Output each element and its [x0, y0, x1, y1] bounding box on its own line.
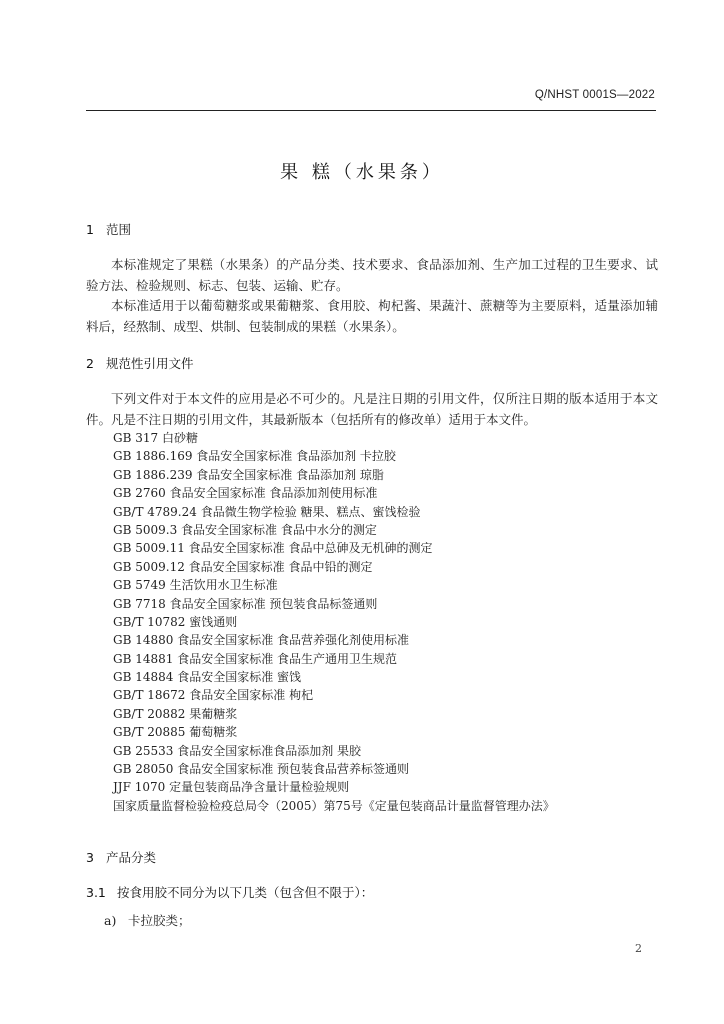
header-divider [86, 110, 656, 111]
reference-item: GB 14881 食品安全国家标准 食品生产通用卫生规范 [113, 651, 398, 666]
reference-item: GB/T 10782 蜜饯通则 [113, 614, 238, 629]
reference-item: GB 25533 食品安全国家标准食品添加剂 果胶 [113, 743, 362, 758]
section-heading-scope [86, 220, 131, 238]
section-title: 范围 [106, 222, 132, 237]
section-heading-normative-references [86, 354, 194, 372]
subsection-title: 按食用胶不同分为以下几类（包含但不限于）： [117, 885, 374, 900]
section-number: 1 [86, 222, 94, 237]
reference-item: GB 14880 食品安全国家标准 食品营养强化剂使用标准 [113, 633, 410, 648]
reference-item: GB 5009.12 食品安全国家标准 食品中铅的测定 [113, 559, 373, 574]
reference-item: GB/T 20882 果葡糖浆 [113, 706, 238, 721]
list-item-text: 卡拉胶类； [128, 913, 191, 928]
list-marker: a) [104, 913, 117, 928]
page-number: 2 [635, 942, 642, 955]
reference-item: GB 317 白砂糖 [113, 431, 198, 445]
subsection-number: 3.1 [86, 885, 106, 900]
document-code: Q/NHST 0001S—2022 [534, 89, 655, 101]
reference-item: 国家质量监督检验检疫总局令（2005）第75号《定量包装商品计量监督管理办法》 [113, 798, 555, 813]
section-title: 规范性引用文件 [106, 356, 194, 371]
document-title: 果 糕（水果条） [280, 162, 444, 183]
reference-item: JJF 1070 定量包装商品净含量计量检验规则 [113, 780, 350, 795]
reference-item: GB 7718 食品安全国家标准 预包装食品标签通则 [113, 596, 378, 611]
reference-item: GB 1886.239 食品安全国家标准 食品添加剂 琼脂 [113, 467, 384, 482]
reference-item: GB/T 20885 葡萄糖浆 [113, 725, 238, 740]
reference-item: GB/T 4789.24 食品微生物学检验 糖果、糕点、蜜饯检验 [113, 504, 421, 519]
reference-item: GB 14884 食品安全国家标准 蜜饯 [113, 670, 302, 685]
reference-item: GB 5009.11 食品安全国家标准 食品中总砷及无机砷的测定 [113, 541, 433, 556]
reference-item: GB 5009.3 食品安全国家标准 食品中水分的测定 [113, 522, 377, 537]
reference-item: GB 2760 食品安全国家标准 食品添加剂使用标准 [113, 486, 378, 501]
paragraph: 下列文件对于本文件的应用是必不可少的。凡是注日期的引用文件，仅所注日期的版本适用于本文件。凡是不注日期的引用文件，其最新版本（包括所有的修改单）适用于本文件。 [86, 391, 658, 427]
reference-list [113, 429, 555, 815]
section-title: 产品分类 [106, 850, 157, 865]
section-number: 3 [86, 850, 94, 865]
reference-item: GB 1886.169 食品安全国家标准 食品添加剂 卡拉胶 [113, 449, 396, 464]
reference-item: GB 5749 生活饮用水卫生标准 [113, 578, 278, 593]
subsection-heading [86, 883, 373, 901]
reference-item: GB/T 18672 食品安全国家标准 枸杞 [113, 688, 314, 703]
paragraph: 本标准规定了果糕（水果条）的产品分类、技术要求、食品添加剂、生产加工过程的卫生要求、试验方法、检验规则、标志、包装、运输、贮存。 [86, 257, 658, 293]
paragraph: 本标准适用于以葡萄糖浆或果葡糖浆、食用胶、枸杞酱、果蔬汁、蔗糖等为主要原料，适量添加辅料后，经熬制、成型、烘制、包装制成的果糕（水果条）。 [86, 298, 658, 334]
list-item [104, 911, 191, 929]
reference-item: GB 28050 食品安全国家标准 预包装食品营养标签通则 [113, 762, 410, 777]
section-number: 2 [86, 356, 94, 371]
section-heading-product-classification [86, 848, 156, 866]
